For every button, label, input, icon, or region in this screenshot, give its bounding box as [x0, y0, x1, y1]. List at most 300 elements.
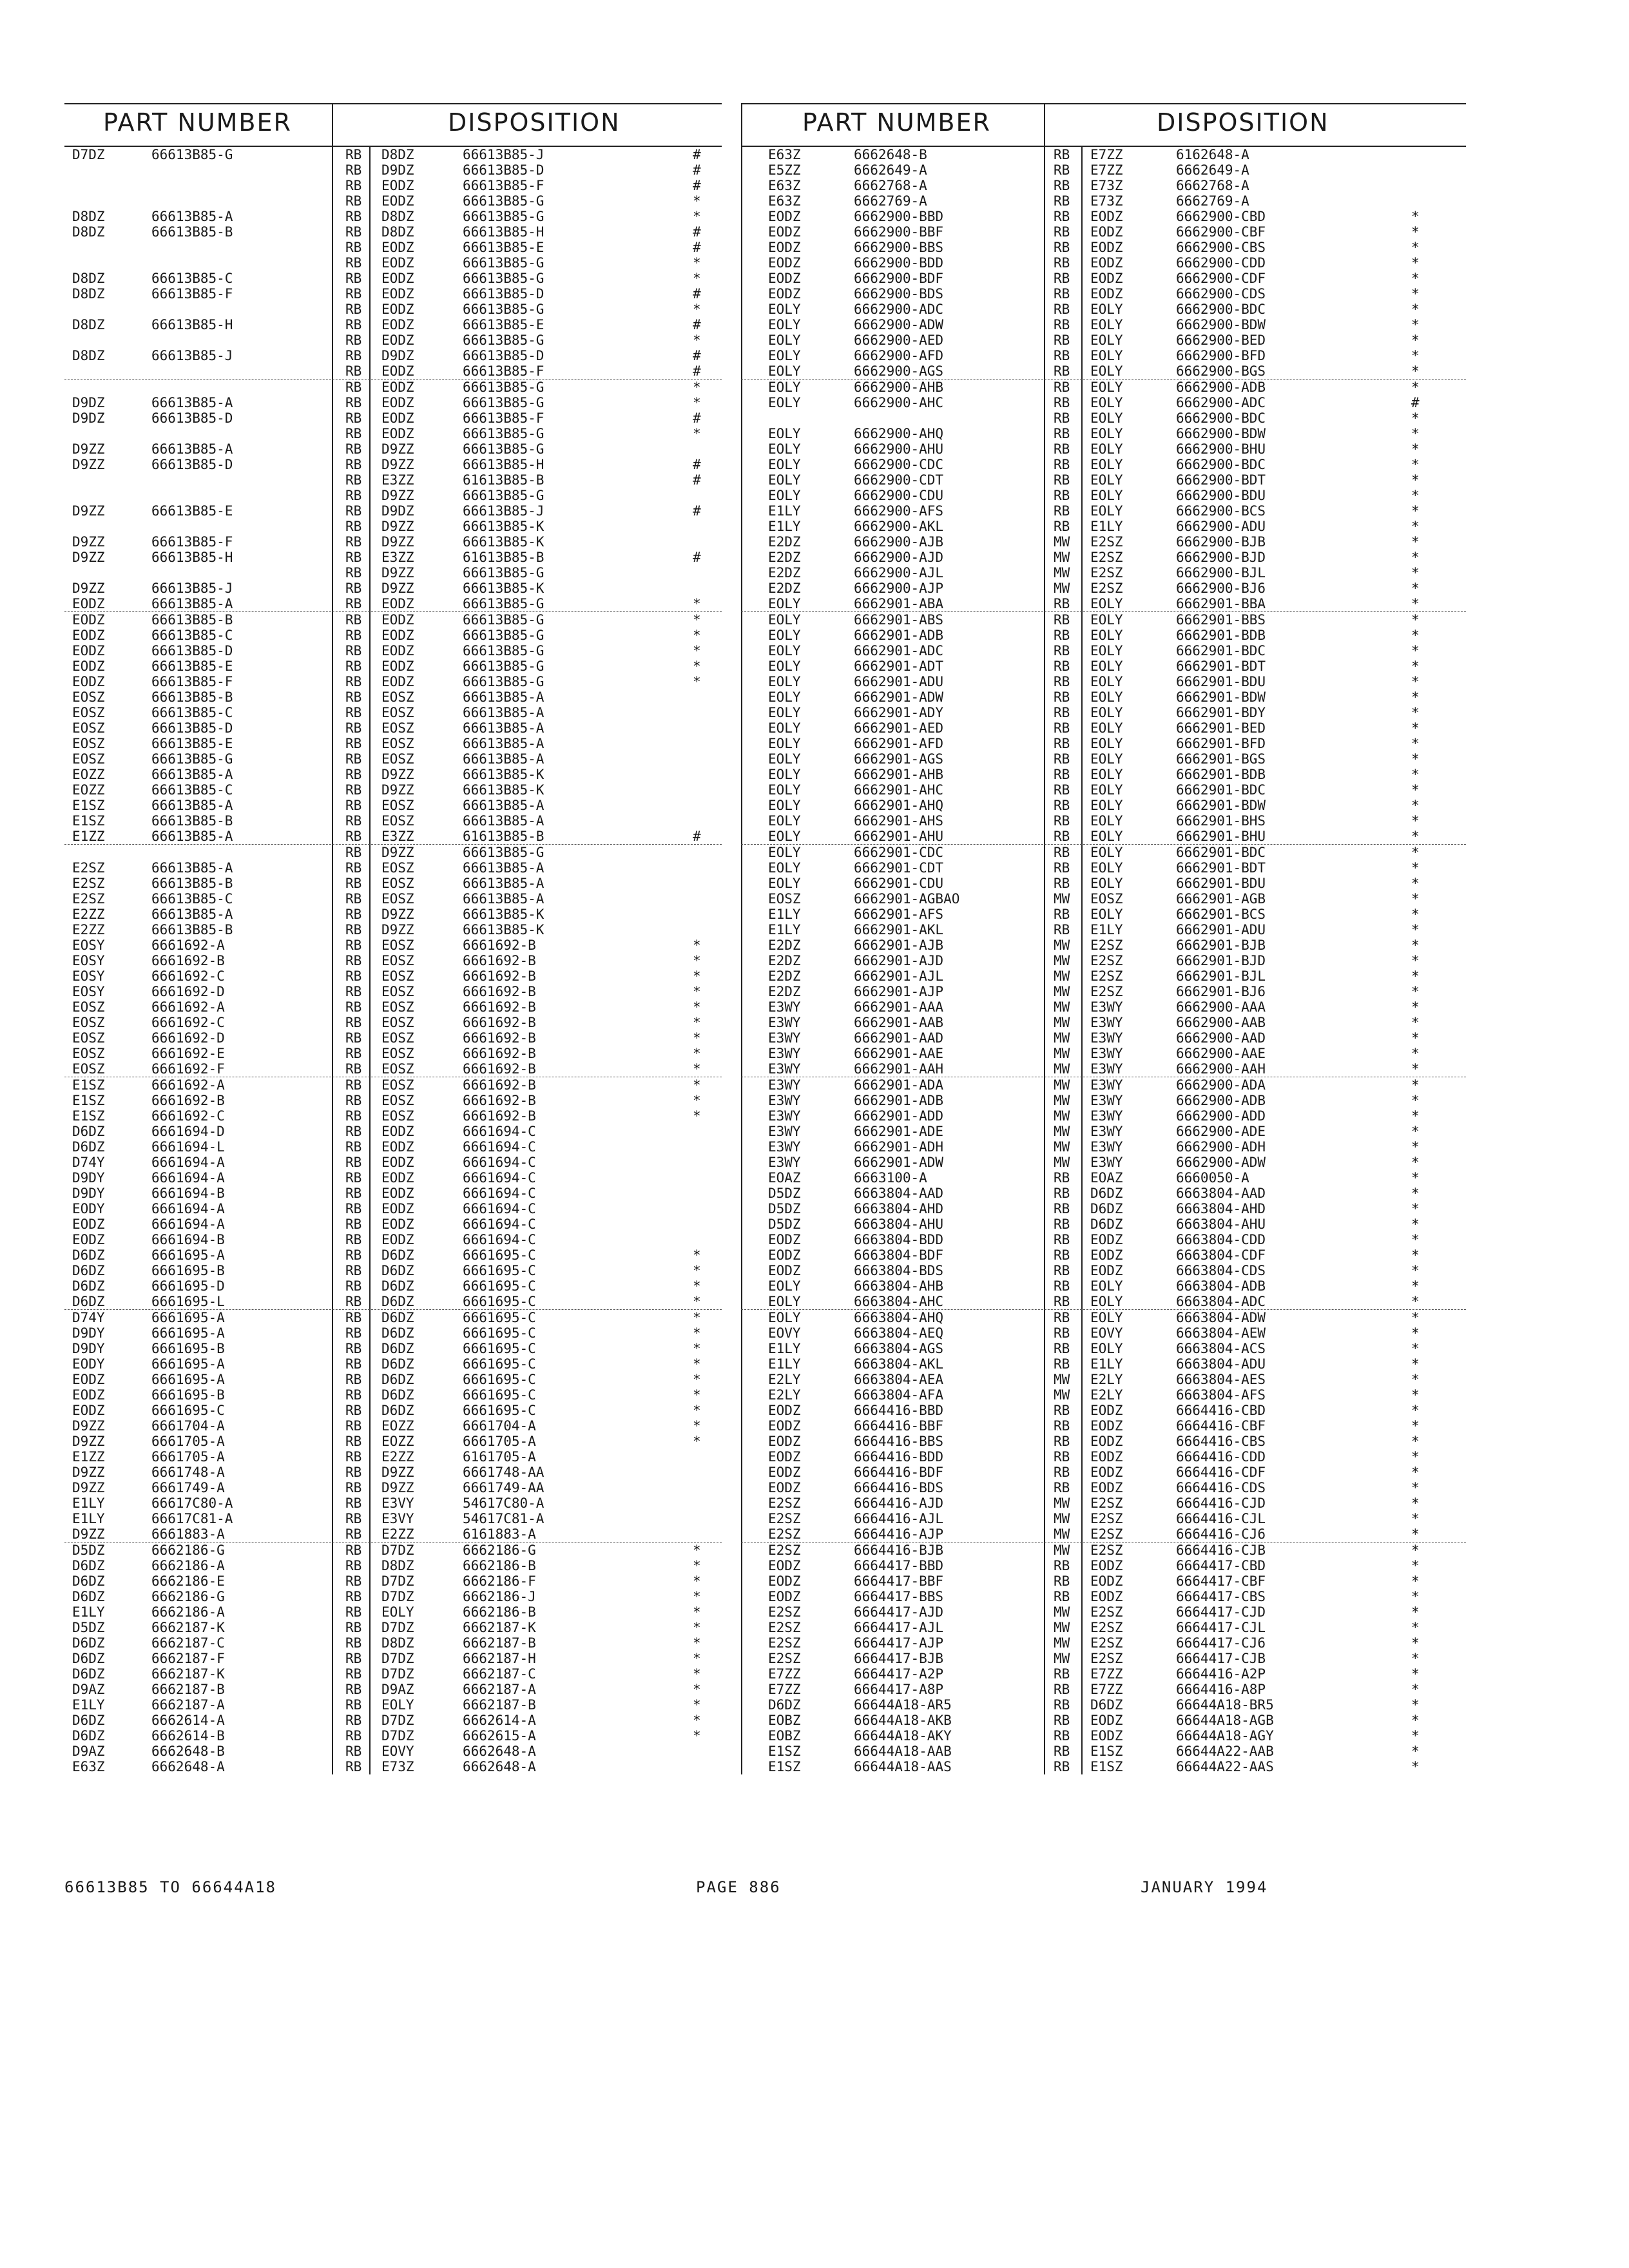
replacement-model: E2ZZ [381, 1526, 414, 1542]
disposition-code: RB [1054, 813, 1070, 829]
disposition-code: RB [345, 1434, 362, 1449]
part-number: 6663804-AGS [854, 1341, 944, 1356]
replacement-model: EODZ [381, 426, 414, 441]
part-number: 66613B85-C [151, 271, 233, 286]
table-row [64, 147, 722, 162]
table-row [64, 410, 722, 426]
table-row [741, 1093, 1466, 1108]
part-number: 6662901-AJB [854, 937, 944, 953]
replacement-model: E2SZ [1090, 1511, 1123, 1526]
replacement-part: 6662186-G [463, 1542, 536, 1558]
table-row [741, 1480, 1466, 1495]
disposition-flag: * [1411, 1372, 1420, 1387]
disposition-code: RB [1054, 1558, 1070, 1573]
table-row [64, 937, 722, 953]
model-code: EODZ [72, 628, 105, 643]
table-row [64, 534, 722, 550]
replacement-part: 6662900-BGS [1176, 363, 1266, 379]
part-number: 6664416-AJP [854, 1526, 944, 1542]
model-code: E2DZ [768, 550, 801, 565]
table-row [64, 1418, 722, 1434]
part-number: 6661695-D [151, 1278, 225, 1294]
replacement-part: 66613B85-G [463, 612, 545, 628]
replacement-part: 6662900-ADW [1176, 1155, 1266, 1170]
disposition-flag: * [693, 1573, 701, 1589]
table-row [64, 1061, 722, 1077]
disposition-flag: * [1411, 581, 1420, 596]
table-row [64, 1263, 722, 1278]
model-code: E3WY [768, 1139, 801, 1155]
disposition-code: RB [345, 1046, 362, 1061]
disposition-code: MW [1054, 891, 1070, 907]
table-row [741, 193, 1466, 209]
part-number: 6662901-ADB [854, 628, 944, 643]
model-code: E2DZ [768, 937, 801, 953]
table-row [741, 503, 1466, 519]
footer-date: JANUARY 1994 [1141, 1878, 1268, 1896]
disposition-code: RB [345, 907, 362, 922]
part-number: 66613B85-A [151, 596, 233, 611]
disposition-flag: * [693, 1046, 701, 1061]
part-number: 6661692-B [151, 1093, 225, 1108]
model-code: EOZZ [72, 767, 105, 782]
replacement-part: 6662901-BCS [1176, 907, 1266, 922]
part-number: 6664416-BJB [854, 1542, 944, 1558]
disposition-code: RB [1054, 1434, 1070, 1449]
replacement-part: 6662900-BJ6 [1176, 581, 1266, 596]
replacement-model: EOLY [1090, 628, 1123, 643]
replacement-model: E3WY [1090, 1061, 1123, 1077]
replacement-model: EOSZ [381, 984, 414, 999]
disposition-heading: DISPOSITION [1157, 108, 1329, 137]
part-number: 6663804-AHC [854, 1294, 944, 1309]
part-number: 6662901-ADT [854, 658, 944, 674]
disposition-flag: * [1411, 922, 1420, 937]
disposition-flag: * [1411, 550, 1420, 565]
replacement-part: 6662649-A [1176, 162, 1249, 178]
disposition-flag: * [693, 1061, 701, 1077]
table-row [64, 1403, 722, 1418]
replacement-part: 6662615-A [463, 1728, 536, 1744]
replacement-model: EOLY [1090, 720, 1123, 736]
disposition-flag: * [1411, 1356, 1420, 1372]
part-number: 6662901-AHC [854, 782, 944, 798]
replacement-part: 6664417-CJB [1176, 1651, 1266, 1666]
disposition-flag: * [1411, 1155, 1420, 1170]
disposition-code: RB [345, 736, 362, 751]
part-number: 66613B85-C [151, 705, 233, 720]
part-number: 6662901-CDU [854, 876, 944, 891]
model-code: D5DZ [768, 1216, 801, 1232]
disposition-code: RB [345, 782, 362, 798]
model-code: E3WY [768, 1030, 801, 1046]
replacement-model: E1SZ [1090, 1759, 1123, 1774]
model-code: EOVY [768, 1325, 801, 1341]
disposition-flag: * [1411, 503, 1420, 519]
replacement-model: E3WY [1090, 1015, 1123, 1030]
replacement-part: 61613B85-B [463, 829, 545, 844]
disposition-flag: * [693, 1589, 701, 1604]
replacement-model: D6DZ [381, 1310, 414, 1325]
part-number: 6662900-BBS [854, 240, 944, 255]
model-code: E2DZ [768, 534, 801, 550]
part-number: 66613B85-B [151, 813, 233, 829]
table-row [741, 550, 1466, 565]
replacement-part: 6161883-A [463, 1526, 536, 1542]
model-code: EODZ [72, 1372, 105, 1387]
model-code: E1SZ [72, 798, 105, 813]
part-number: 6662186-G [151, 1589, 225, 1604]
part-number: 6661695-A [151, 1310, 225, 1325]
table-row [64, 1124, 722, 1139]
replacement-model: D6DZ [381, 1341, 414, 1356]
table-row [741, 162, 1466, 178]
table-row [64, 332, 722, 348]
disposition-code: RB [1054, 332, 1070, 348]
model-code: D6DZ [72, 1573, 105, 1589]
model-code: E3WY [768, 1061, 801, 1077]
model-code: D6DZ [72, 1728, 105, 1744]
replacement-part: 6662900-CBS [1176, 240, 1266, 255]
disposition-code: RB [345, 1418, 362, 1434]
disposition-code: RB [345, 891, 362, 907]
disposition-code: RB [345, 860, 362, 876]
part-number: 6662900-BBF [854, 224, 944, 240]
table-row [741, 736, 1466, 751]
disposition-flag: * [693, 937, 701, 953]
replacement-part: 6662900-BDW [1176, 426, 1266, 441]
disposition-code: RB [1054, 736, 1070, 751]
disposition-code: RB [1054, 503, 1070, 519]
model-code: EOLY [768, 860, 801, 876]
disposition-flag: * [693, 426, 701, 441]
footer-range: 66613B85 TO 66644A18 [64, 1878, 276, 1896]
model-code: D9DY [72, 1186, 105, 1201]
replacement-model: D7DZ [381, 1713, 414, 1728]
model-code: D9AZ [72, 1744, 105, 1759]
replacement-part: 66613B85-G [463, 565, 545, 581]
disposition-code: MW [1054, 1015, 1070, 1030]
table-row [64, 286, 722, 302]
part-number: 6661694-A [151, 1170, 225, 1186]
disposition-code: RB [345, 1759, 362, 1774]
replacement-model: EOSZ [381, 860, 414, 876]
disposition-code: RB [345, 457, 362, 472]
disposition-flag: * [693, 643, 701, 658]
table-row [64, 1449, 722, 1465]
replacement-part: 6662900-ADC [1176, 395, 1266, 410]
disposition-code: RB [345, 519, 362, 534]
model-code: E1SZ [72, 1077, 105, 1093]
disposition-code: RB [345, 1620, 362, 1635]
table-row [64, 224, 722, 240]
disposition-code: MW [1054, 1372, 1070, 1387]
replacement-part: 66613B85-G [463, 255, 545, 271]
disposition-code: RB [345, 1511, 362, 1526]
model-code: E2LY [768, 1387, 801, 1403]
model-code: EODZ [72, 658, 105, 674]
model-code: E1ZZ [72, 1449, 105, 1465]
replacement-part: 66613B85-G [463, 441, 545, 457]
disposition-flag: # [693, 162, 701, 178]
table-row [64, 1030, 722, 1046]
table-row [64, 302, 722, 317]
part-number: 6662186-G [151, 1542, 225, 1558]
disposition-code: RB [1054, 519, 1070, 534]
replacement-model: E3WY [1090, 1077, 1123, 1093]
part-number: 66613B85-B [151, 922, 233, 937]
disposition-code: RB [345, 1077, 362, 1093]
model-code: EOLY [768, 441, 801, 457]
part-number: 6663804-AHU [854, 1216, 944, 1232]
disposition-code: RB [1054, 1232, 1070, 1247]
model-code: E2SZ [768, 1511, 801, 1526]
table-row [741, 876, 1466, 891]
replacement-model: E3WY [1090, 1046, 1123, 1061]
part-number: 6662901-AGBAO [854, 891, 960, 907]
part-number: 66613B85-E [151, 503, 233, 519]
replacement-model: EOAZ [1090, 1170, 1123, 1186]
replacement-model: EOSZ [381, 1093, 414, 1108]
replacement-part: 6664416-CJ6 [1176, 1526, 1266, 1542]
replacement-part: 6662900-BED [1176, 332, 1266, 348]
replacement-model: D9ZZ [381, 782, 414, 798]
model-code: E1SZ [72, 813, 105, 829]
model-code: EODZ [768, 1558, 801, 1573]
disposition-flag: * [693, 332, 701, 348]
part-number: 6661692-F [151, 1061, 225, 1077]
replacement-part: 6662187-A [463, 1682, 536, 1697]
table-row [741, 1372, 1466, 1387]
table-row [741, 1713, 1466, 1728]
replacement-model: D7DZ [381, 1589, 414, 1604]
model-code: E2SZ [768, 1635, 801, 1651]
replacement-model: D9DZ [381, 503, 414, 519]
disposition-code: RB [345, 426, 362, 441]
replacement-model: D9ZZ [381, 581, 414, 596]
replacement-model: E2SZ [1090, 1526, 1123, 1542]
disposition-flag: * [1411, 1108, 1420, 1124]
table-row [741, 1449, 1466, 1465]
model-code: E2SZ [72, 860, 105, 876]
disposition-code: RB [345, 1093, 362, 1108]
model-code: D8DZ [72, 286, 105, 302]
replacement-part: 6661695-C [463, 1278, 536, 1294]
model-code: EODZ [768, 1480, 801, 1495]
replacement-part: 6663804-ACS [1176, 1341, 1266, 1356]
disposition-code: RB [1054, 767, 1070, 782]
replacement-model: D9ZZ [381, 1480, 414, 1495]
model-code: D9ZZ [72, 457, 105, 472]
table-row [64, 1015, 722, 1030]
replacement-model: EOLY [1090, 441, 1123, 457]
part-number: 6661748-A [151, 1465, 225, 1480]
part-number: 66613B85-F [151, 534, 233, 550]
part-number: 6662900-CDC [854, 457, 944, 472]
replacement-part: 6662900-BFD [1176, 348, 1266, 363]
replacement-part: 66613B85-G [463, 628, 545, 643]
disposition-code: RB [345, 209, 362, 224]
part-number: 6662614-B [151, 1728, 225, 1744]
replacement-part: 6663804-AFS [1176, 1387, 1266, 1403]
disposition-code: RB [345, 1651, 362, 1666]
disposition-flag: * [1411, 1604, 1420, 1620]
part-number: 6661704-A [151, 1418, 225, 1434]
disposition-flag: * [1411, 317, 1420, 332]
disposition-code: RB [345, 1232, 362, 1247]
disposition-code: RB [1054, 1682, 1070, 1697]
disposition-flag: * [1411, 689, 1420, 705]
model-code: EOLY [768, 876, 801, 891]
footer-page: PAGE 886 [696, 1878, 781, 1896]
replacement-model: D9ZZ [381, 534, 414, 550]
replacement-part: 6661692-B [463, 968, 536, 984]
disposition-flag: * [1411, 1170, 1420, 1186]
replacement-part: 66613B85-D [463, 162, 545, 178]
disposition-code: MW [1054, 1046, 1070, 1061]
replacement-part: 66613B85-K [463, 519, 545, 534]
replacement-model: EODZ [381, 410, 414, 426]
part-number: 6664416-BBF [854, 1418, 944, 1434]
disposition-flag: * [1411, 813, 1420, 829]
disposition-code: MW [1054, 1061, 1070, 1077]
table-row [741, 1046, 1466, 1061]
replacement-model: E2SZ [1090, 1651, 1123, 1666]
model-code: E3WY [768, 1155, 801, 1170]
part-number: 6661694-A [151, 1155, 225, 1170]
replacement-model: EODZ [1090, 286, 1123, 302]
replacement-model: D9ZZ [381, 1465, 414, 1480]
replacement-model: EODZ [1090, 1728, 1123, 1744]
disposition-flag: * [1411, 891, 1420, 907]
part-number: 6662900-AHU [854, 441, 944, 457]
disposition-flag: * [1411, 1558, 1420, 1573]
replacement-model: EOLY [1090, 876, 1123, 891]
replacement-model: E2SZ [1090, 1495, 1123, 1511]
model-code: EODZ [72, 1232, 105, 1247]
disposition-code: RB [345, 1108, 362, 1124]
replacement-model: D9ZZ [381, 922, 414, 937]
disposition-flag: * [693, 999, 701, 1015]
disposition-flag: * [693, 209, 701, 224]
disposition-code: RB [345, 286, 362, 302]
table-row [64, 1620, 722, 1635]
table-row [741, 720, 1466, 736]
table-row [64, 1170, 722, 1186]
part-number: 6662900-AJP [854, 581, 944, 596]
table-row [741, 907, 1466, 922]
disposition-flag: * [1411, 1713, 1420, 1728]
model-code: EOLY [768, 488, 801, 503]
replacement-model: D9ZZ [381, 488, 414, 503]
table-row [741, 1434, 1466, 1449]
replacement-part: 6662614-A [463, 1713, 536, 1728]
replacement-model: E3ZZ [381, 472, 414, 488]
replacement-model: EODZ [381, 628, 414, 643]
replacement-part: 6664417-CBS [1176, 1589, 1266, 1604]
disposition-flag: * [1411, 968, 1420, 984]
model-code: D6DZ [72, 1124, 105, 1139]
model-code: E2ZZ [72, 922, 105, 937]
disposition-code: RB [345, 441, 362, 457]
replacement-part: 6662901-BJ6 [1176, 984, 1266, 999]
replacement-part: 6662900-ADD [1176, 1108, 1266, 1124]
table-row [64, 1635, 722, 1651]
model-code: EOLY [768, 472, 801, 488]
part-number: 66613B85-G [151, 751, 233, 767]
table-row [64, 1046, 722, 1061]
part-number: 6662901-AFD [854, 736, 944, 751]
table-row [64, 1465, 722, 1480]
replacement-part: 66613B85-H [463, 457, 545, 472]
replacement-part: 6664416-CDD [1176, 1449, 1266, 1465]
model-code: D9ZZ [72, 1418, 105, 1434]
part-number: 66644A18-AKY [854, 1728, 952, 1744]
table-row [741, 1216, 1466, 1232]
replacement-part: 6664416-CDS [1176, 1480, 1266, 1495]
replacement-part: 6662900-BDU [1176, 488, 1266, 503]
replacement-model: EOLY [381, 1604, 414, 1620]
disposition-flag: * [693, 1278, 701, 1294]
replacement-model: EOLY [1090, 767, 1123, 782]
disposition-flag: # [693, 348, 701, 363]
model-code: EOSZ [72, 689, 105, 705]
disposition-flag: # [693, 317, 701, 332]
model-code: EOLY [768, 596, 801, 611]
disposition-flag: * [1411, 658, 1420, 674]
model-code: D9ZZ [72, 581, 105, 596]
table-row [741, 363, 1466, 379]
disposition-flag: * [693, 1108, 701, 1124]
table-row [741, 457, 1466, 472]
part-number: 6662901-CDT [854, 860, 944, 876]
disposition-flag: * [693, 193, 701, 209]
table-row [741, 1294, 1466, 1309]
replacement-model: E2SZ [1090, 1620, 1123, 1635]
replacement-model: EOLY [1090, 845, 1123, 860]
replacement-part: 6662900-ADH [1176, 1139, 1266, 1155]
replacement-part: 61613B85-B [463, 472, 545, 488]
disposition-flag: * [1411, 907, 1420, 922]
part-number: 66613B85-D [151, 410, 233, 426]
disposition-flag: * [1411, 1061, 1420, 1077]
replacement-part: 6662901-BJD [1176, 953, 1266, 968]
part-number: 6662901-AJL [854, 968, 944, 984]
replacement-model: E73Z [1090, 178, 1123, 193]
replacement-model: EOZZ [381, 1434, 414, 1449]
disposition-code: RB [1054, 1480, 1070, 1495]
disposition-code: RB [345, 767, 362, 782]
disposition-code: RB [1054, 705, 1070, 720]
replacement-part: 66613B85-A [463, 689, 545, 705]
table-row [741, 1325, 1466, 1341]
disposition-code: RB [345, 162, 362, 178]
table-row [64, 782, 722, 798]
replacement-part: 6662901-BJL [1176, 968, 1266, 984]
part-number: 66613B85-B [151, 224, 233, 240]
table-row [741, 565, 1466, 581]
replacement-model: EODZ [1090, 1558, 1123, 1573]
model-code: EOSZ [72, 720, 105, 736]
table-row [741, 813, 1466, 829]
part-number: 66613B85-H [151, 317, 233, 332]
table-row [64, 317, 722, 332]
disposition-code: RB [345, 240, 362, 255]
table-row [741, 426, 1466, 441]
disposition-flag: # [1411, 395, 1420, 410]
part-number-heading: PART NUMBER [802, 108, 991, 137]
table-row [741, 1604, 1466, 1620]
